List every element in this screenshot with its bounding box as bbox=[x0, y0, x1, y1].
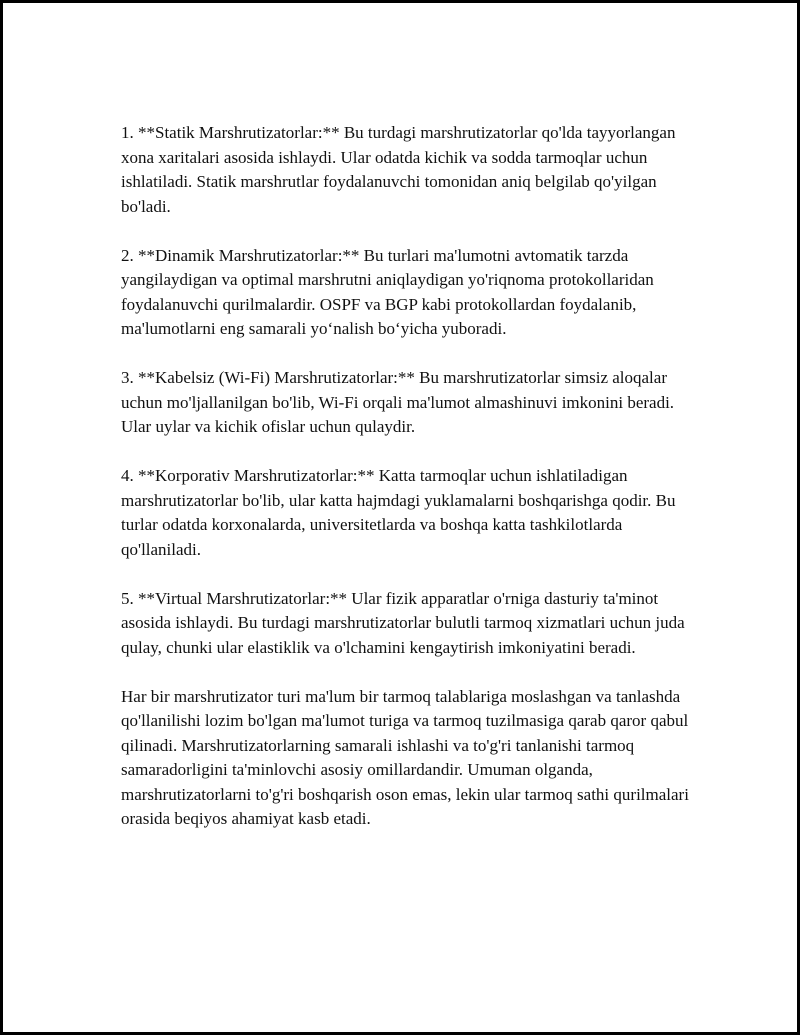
paragraph-wifi-routers: 3. **Kabelsiz (Wi-Fi) Marshrutizatorlar:** Bu marshrutizatorlar simsiz aloqalar uchun mo'ljallanilgan bo'lib, Wi-Fi orqali ma'lumot almashinuvi imkonini beradi. Ular uylar va kichik ofislar uchun qulaydir. bbox=[121, 368, 675, 436]
paragraph-corporate-routers: 4. **Korporativ Marshrutizatorlar:** Katta tarmoqlar uchun ishlatiladigan marshrutizatorlar bo'lib, ular katta hajmdagi yuklamalarni boshqarishga qodir. Bu turlar odatda korxonalarda, universitetlarda va boshqa katta tashkilotlarda qo'llaniladi. bbox=[121, 466, 676, 559]
paragraph-static-routers: 1. **Statik Marshrutizatorlar:** Bu turdagi marshrutizatorlar qo'lda tayyorlangan xona xaritalari asosida ishlaydi. Ular odatda kichik va sodda tarmoqlar uchun ishlatiladi. Statik marshrutlar foydalanuvchi tomonidan aniq belgilab qo'yilgan bo'ladi. bbox=[121, 123, 676, 216]
paragraph-dynamic-routers: 2. **Dinamik Marshrutizatorlar:** Bu turlari ma'lumotni avtomatik tarzda yangilaydigan va optimal marshrutni aniqlaydigan yo'riqnoma protokollaridan foydalanuvchi qurilmalardir. OSPF va BGP kabi protokollardan foydalanib, ma'lumotlarni eng samarali yo‘nalish bo‘yicha yuboradi. bbox=[121, 245, 654, 338]
paragraph-conclusion: Har bir marshrutizator turi ma'lum bir tarmoq talablariga moslashgan va tanlashda qo'llanilishi lozim bo'lgan ma'lumot turiga va tarmoq tuzilmasiga qarab qaror qabul qilinadi. Marshrutizatorlarning samarali ishlashi va to'g'ri tanlanishi tarmoq samaradorligini ta'minlovchi asosiy omillardandir. Umuman olganda, marshrutizatorlarni to'g'ri boshqarish oson emas, lekin ular tarmoq sathi qurilmalari orasida beqiyos ahamiyat kasb etadi. bbox=[121, 686, 689, 828]
document-body bbox=[121, 121, 701, 832]
paragraph-virtual-routers: 5. **Virtual Marshrutizatorlar:** Ular fizik apparatlar o'rniga dasturiy ta'minot asosida ishlaydi. Bu turdagi marshrutizatorlar bulutli tarmoq xizmatlari uchun juda qulay, chunki ular elastiklik va o'lchamini kengaytirish imkoniyatini beradi. bbox=[121, 588, 685, 657]
